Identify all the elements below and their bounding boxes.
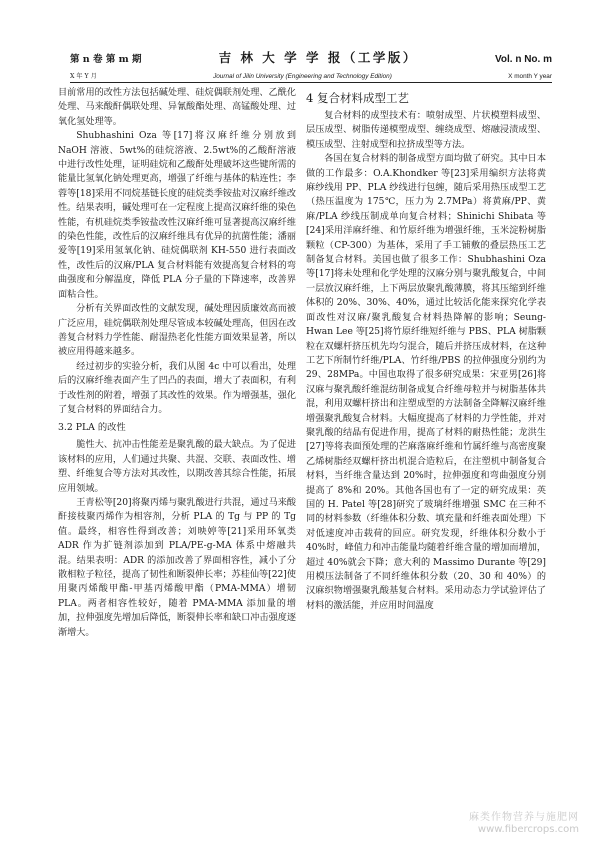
issue-label-en: Vol. n No. m [494,54,552,65]
journal-title-cn: 吉 林 大 学 学 报（工学版） [218,50,418,65]
section-heading-3-2: 3.2 PLA 的改性 [58,422,126,434]
paragraph: 复合材料的成型技术有：喷射成型、片状模塑料成型、层压成型、树脂传递模塑成型、缠绕成型、熔融浸渍成型、模压成型、注射成型和拉挤成型等方法。 [306,111,546,150]
date-label-en: X month Y year [508,73,552,80]
watermark-url: www.fibercrops.com [477,824,579,835]
paragraph: 各国在复合材料的制备成型方面均做了研究。其中日本做的工作最多：O.A.Khondker 等[23]采用编织方法将黄麻纱线用 PP、PLA 纱线进行包缠，随后采用热压成型工艺（热压温度为 175℃，压力为 2.7MPa）将黄麻/PP、黄麻/PLA 纱线压制成单向复合材料；Shinichi Shibata 等[24]采用洋麻纤维、和竹原纤维为增强纤维，玉米淀粉树脂颗粒（CP-300）为基体，采用了手工铺敷的叠层热压工艺制备复合材料。美国也做了很多工作：Shubhashini Oza 等[17]将未处理和化学处理的汉麻分别与聚乳酸复合，中间一层放汉麻纤维，上下两层放聚乳酸薄膜，将其压缩到纤维体积的 20%、30%、40%，通过比较活化能来探究化学表面改性对汉麻/聚乳酸复合材料热降解的影响；Seung-Hwan Lee 等[25]将竹原纤维短纤维与 PBS、PLA 树脂颗粒在双螺杆挤压机先均匀混合，随后并挤压成材料，在这种工艺下所制竹纤维/PLA、竹纤维/PBS 的拉伸强度分别约为 29、28MPa。中国也取得了很多研究成果：宋亚男[26]将汉麻与聚乳酸纤维混纺制备成复合纤维母粒并与树脂基体共混，利用双螺杆挤出和注塑成型的方法制备全降解汉麻纤维增强聚乳酸复合材料。大幅度提高了材料的力学性能，并对聚乳酸的结晶有促进作用，提高了材料的耐热性能；龙洪生[27]等将表面预处理的芒麻落麻纤维和竹属纤维与高密度聚乙烯树脂经双螺杆挤出机混合造粒后，在注塑机中制备复合材料，当纤维含量达到 20%时，拉伸强度和弯曲强度分别提高了 8%和 20%。其他各国也有了一定的研究成果：英国的 H. Patel 等[28]研究了玻璃纤维增强 SMC 在三种不同的材料参数（纤维体积分数、填充量和纤维表面处理）下对低速度冲击载荷的回应。研究发现，纤维体积分数小于 40%时，峰值力和冲击能量均随着纤维含量的增加而增加，超过 40%就会下降；意大利的 Massimo Durante 等[29]用模压法制备了不同纤维体积分数（20、30 和 40%）的汉麻织物增强聚乳酸基复合材料。采用动态力学试验评估了材料的激活能，并应用时间温度 [306,154,546,611]
issue-label-cn: 第 n 卷 第 m 期 [70,54,142,65]
journal-title-en: Journal of Jilin University (Engineering and Technology Edition) [213,73,392,80]
date-label-cn: X 年 Y 月 [70,73,97,80]
header-row-bottom [70,71,552,83]
left-column [58,86,296,640]
header-row-top [70,48,552,66]
paragraph: 分析有关界面改性的文献发现，碱处理因质廉效高而被广泛应用，硅烷偶联剂处理尽管成本较碱处理高，但因在改善复合材料力学性能、耐湿热老化性能方面效果显著，所以被应用得越来越多。 [58,304,296,358]
paragraph: 脆性大、抗冲击性能差是聚乳酸的最大缺点。为了促进该材料的应用，人们通过共聚、共混、交联、表面改性、增塑、纤维复合等方法对其改性，以期改善其综合性能，拓展应用领域。 [58,440,296,494]
paragraph: Shubhashini Oza 等[17]将汉麻纤维分别放到 NaOH 溶液、5wt%的硅烷溶液、2.5wt%的乙酸酐溶液中进行改性处理，证明硅烷和乙酸酐处理破坏这些键所需的能量比氢氧化钠处理更高，增强了纤维与基体的粘连性；李蓉等[18]采用不同烷基链长度的硅烷类季铵盐对汉麻纤维改性。结果表明，碱处理可在一定程度上提高汉麻纤维的染色性能，有机硅烷类季铵盐改性汉麻纤维可显著提高汉麻纤维的染色性能，改性后的汉麻纤维具有优异的抗菌性能；潘丽爱等[19]采用氢氧化钠、硅烷偶联剂 KH-550 进行表面改性，改性后的汉麻/PLA 复合材料能有效提高复合材料的弯曲强度和分解温度，降低 PLA 分子量的下降速率，改善界面粘合性。 [58,131,296,300]
paragraph: 目前常用的改性方法包括碱处理、硅烷偶联剂处理、乙酰化处理、马来酸酐偶联处理、异氰酸酯处理、高锰酸处理、过氧化氢处理等。 [58,88,296,127]
section-heading-4: 4 复合材料成型工艺 [306,91,409,105]
right-column [306,86,546,613]
running-header [70,48,552,83]
watermark [469,812,579,836]
paragraph: 经过初步的实验分析，我们从图 4c 中可以看出，处理后的汉麻纤维表面产生了凹凸的表面，增大了表面积，有利于改性剂的附着，增强了其改性的效果。作为增强基，强化了复合材料的界面结合力。 [58,361,296,415]
paragraph: 王青松等[20]将聚丙烯与聚乳酸进行共混，通过马来酸酐接枝聚丙烯作为相容剂，分析 PLA 的 Tg 与 PP 的 Tg 值。最终，相容性得到改善；刘映婷等[21]采用环氧类 ADR 作为扩链剂添加到 PLA/PE-g-MA 体系中熔融共混。结果表明：ADR 的添加改善了界面相容性，减小了分散相粒子粒径，提高了韧性和断裂伸长率；苏桂仙等[22]使用聚丙烯酸甲酯-甲基丙烯酸甲酯（PMA-MMA）增韧 PLA。两者相容性较好，随着 PMA-MMA 添加量的增加，拉伸强度先增加后降低，断裂伸长率和缺口冲击强度逐渐增大。 [58,497,296,638]
watermark-site-name: 麻类作物营养与施肥网 [469,812,579,823]
